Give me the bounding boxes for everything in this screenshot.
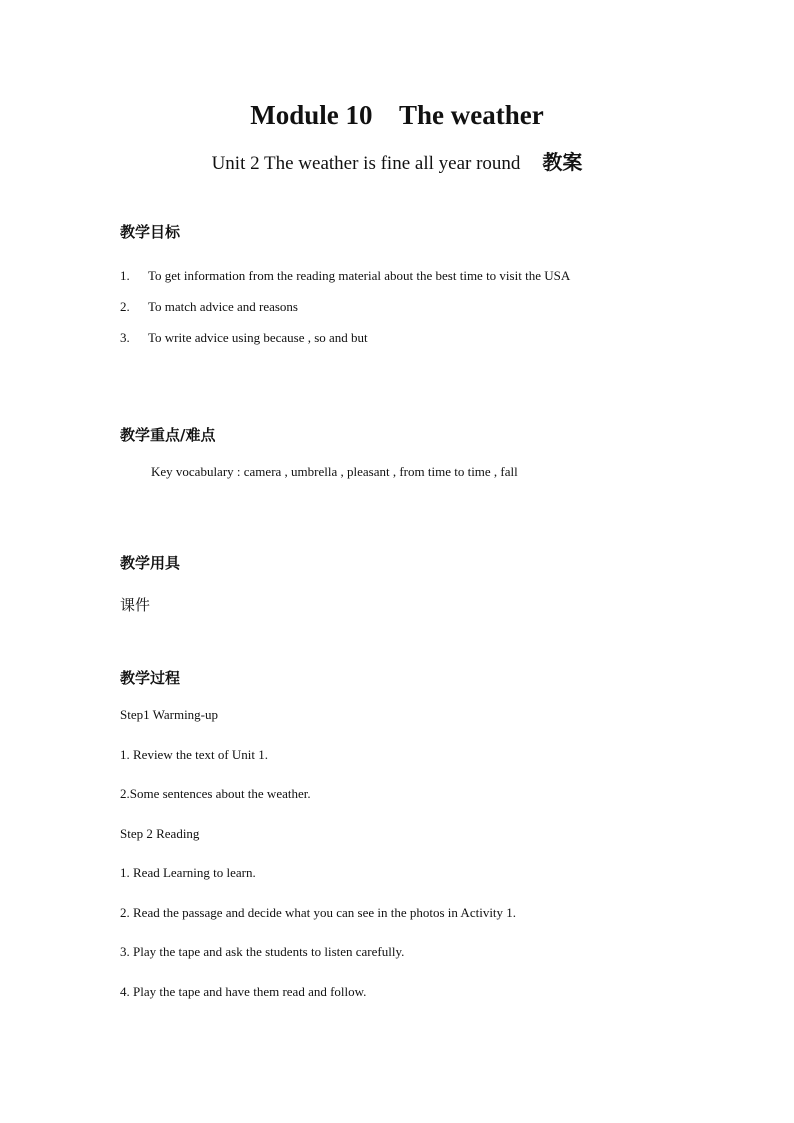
objective-number: 2. bbox=[120, 299, 130, 314]
process-line: 1. Read Learning to learn. bbox=[120, 865, 256, 880]
objective-item bbox=[120, 268, 570, 284]
objective-text: To write advice using because , so and but bbox=[148, 330, 368, 345]
section-heading-materials: 教学用具 bbox=[120, 554, 181, 572]
key-vocabulary-text: Key vocabulary : camera , umbrella , pleasant , from time to time , fall bbox=[151, 464, 518, 479]
process-line: Step1 Warming-up bbox=[120, 707, 219, 722]
page-title: Module 10 The weather bbox=[250, 100, 544, 130]
objective-number: 1. bbox=[120, 268, 130, 283]
process-line: Step 2 Reading bbox=[120, 826, 200, 841]
process-line: 2. Read the passage and decide what you can see in the photos in Activity 1. bbox=[120, 905, 517, 920]
section-heading-key-points: 教学重点/难点 bbox=[120, 426, 216, 444]
subtitle-tag: 教案 bbox=[542, 150, 583, 174]
subtitle-text: Unit 2 The weather is fine all year round bbox=[211, 153, 521, 174]
objective-item bbox=[120, 330, 368, 346]
section-heading-process: 教学过程 bbox=[120, 669, 181, 687]
process-line: 1. Review the text of Unit 1. bbox=[120, 747, 269, 762]
materials-text: 课件 bbox=[120, 596, 151, 614]
section-heading-objectives: 教学目标 bbox=[120, 223, 181, 241]
process-line: 2.Some sentences about the weather. bbox=[120, 786, 311, 801]
objective-text: To match advice and reasons bbox=[148, 299, 298, 314]
process-line: 4. Play the tape and have them read and follow. bbox=[120, 984, 367, 999]
objective-text: To get information from the reading material about the best time to visit the USA bbox=[148, 268, 571, 283]
objective-item bbox=[120, 299, 298, 315]
objective-number: 3. bbox=[120, 330, 130, 345]
page-subtitle bbox=[0, 146, 794, 175]
process-line: 3. Play the tape and ask the students to listen carefully. bbox=[120, 944, 405, 959]
